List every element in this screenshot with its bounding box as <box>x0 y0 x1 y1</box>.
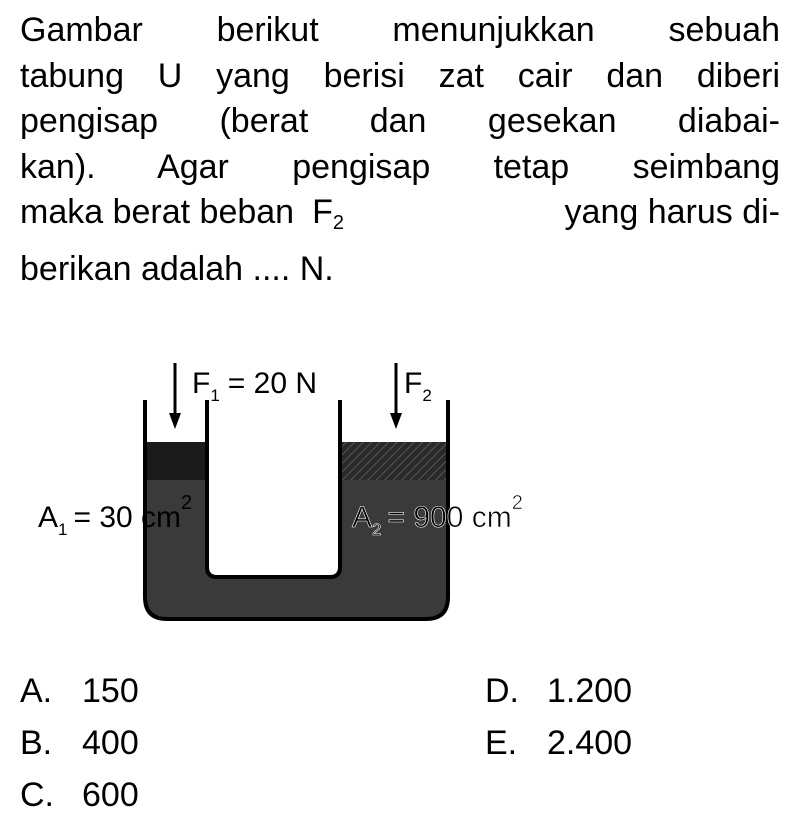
option-b[interactable]: B. 400 <box>20 724 139 762</box>
label-a2: $A_2 = 900$ $cm^2$ <box>352 492 523 539</box>
question-text <box>20 8 780 292</box>
question-line-4: kan). Agar pengisap tetap seimbang <box>20 147 780 186</box>
question-line-2: tabung U yang berisi zat cair dan diberi <box>20 56 780 95</box>
force-f1-arrow <box>169 363 181 429</box>
question-line-6: berikan adalah .... N. <box>20 249 334 288</box>
question-line-5-end: yang harus di- <box>564 193 780 231</box>
option-a[interactable]: A. 150 <box>20 672 139 710</box>
left-piston <box>145 442 207 480</box>
right-piston <box>340 442 448 480</box>
u-tube-diagram <box>0 355 790 645</box>
question-line-1: Gambar berikut menunjukkan sebuah <box>20 11 780 49</box>
question-line-5 <box>20 190 780 247</box>
question-line-3: pengisap (berat dan gesekan diabai- <box>20 102 780 140</box>
force-f2-arrow <box>390 363 402 429</box>
option-c[interactable]: C. 600 <box>20 776 139 814</box>
force-f2-inline: $F_2$ <box>312 193 344 234</box>
label-f2: $F_2$ <box>404 367 432 405</box>
tube-inner-wall <box>207 400 340 577</box>
option-d[interactable]: D. 1.200 <box>485 672 633 710</box>
label-a1: $A_1 = 30$ $cm^2$ <box>38 492 193 539</box>
label-f1: $F_1 = 20$ N <box>192 367 318 405</box>
option-e[interactable]: E. 2.400 <box>485 724 633 762</box>
question-line-5-start: maka berat beban <box>20 193 295 231</box>
u-tube-figure <box>0 355 790 645</box>
